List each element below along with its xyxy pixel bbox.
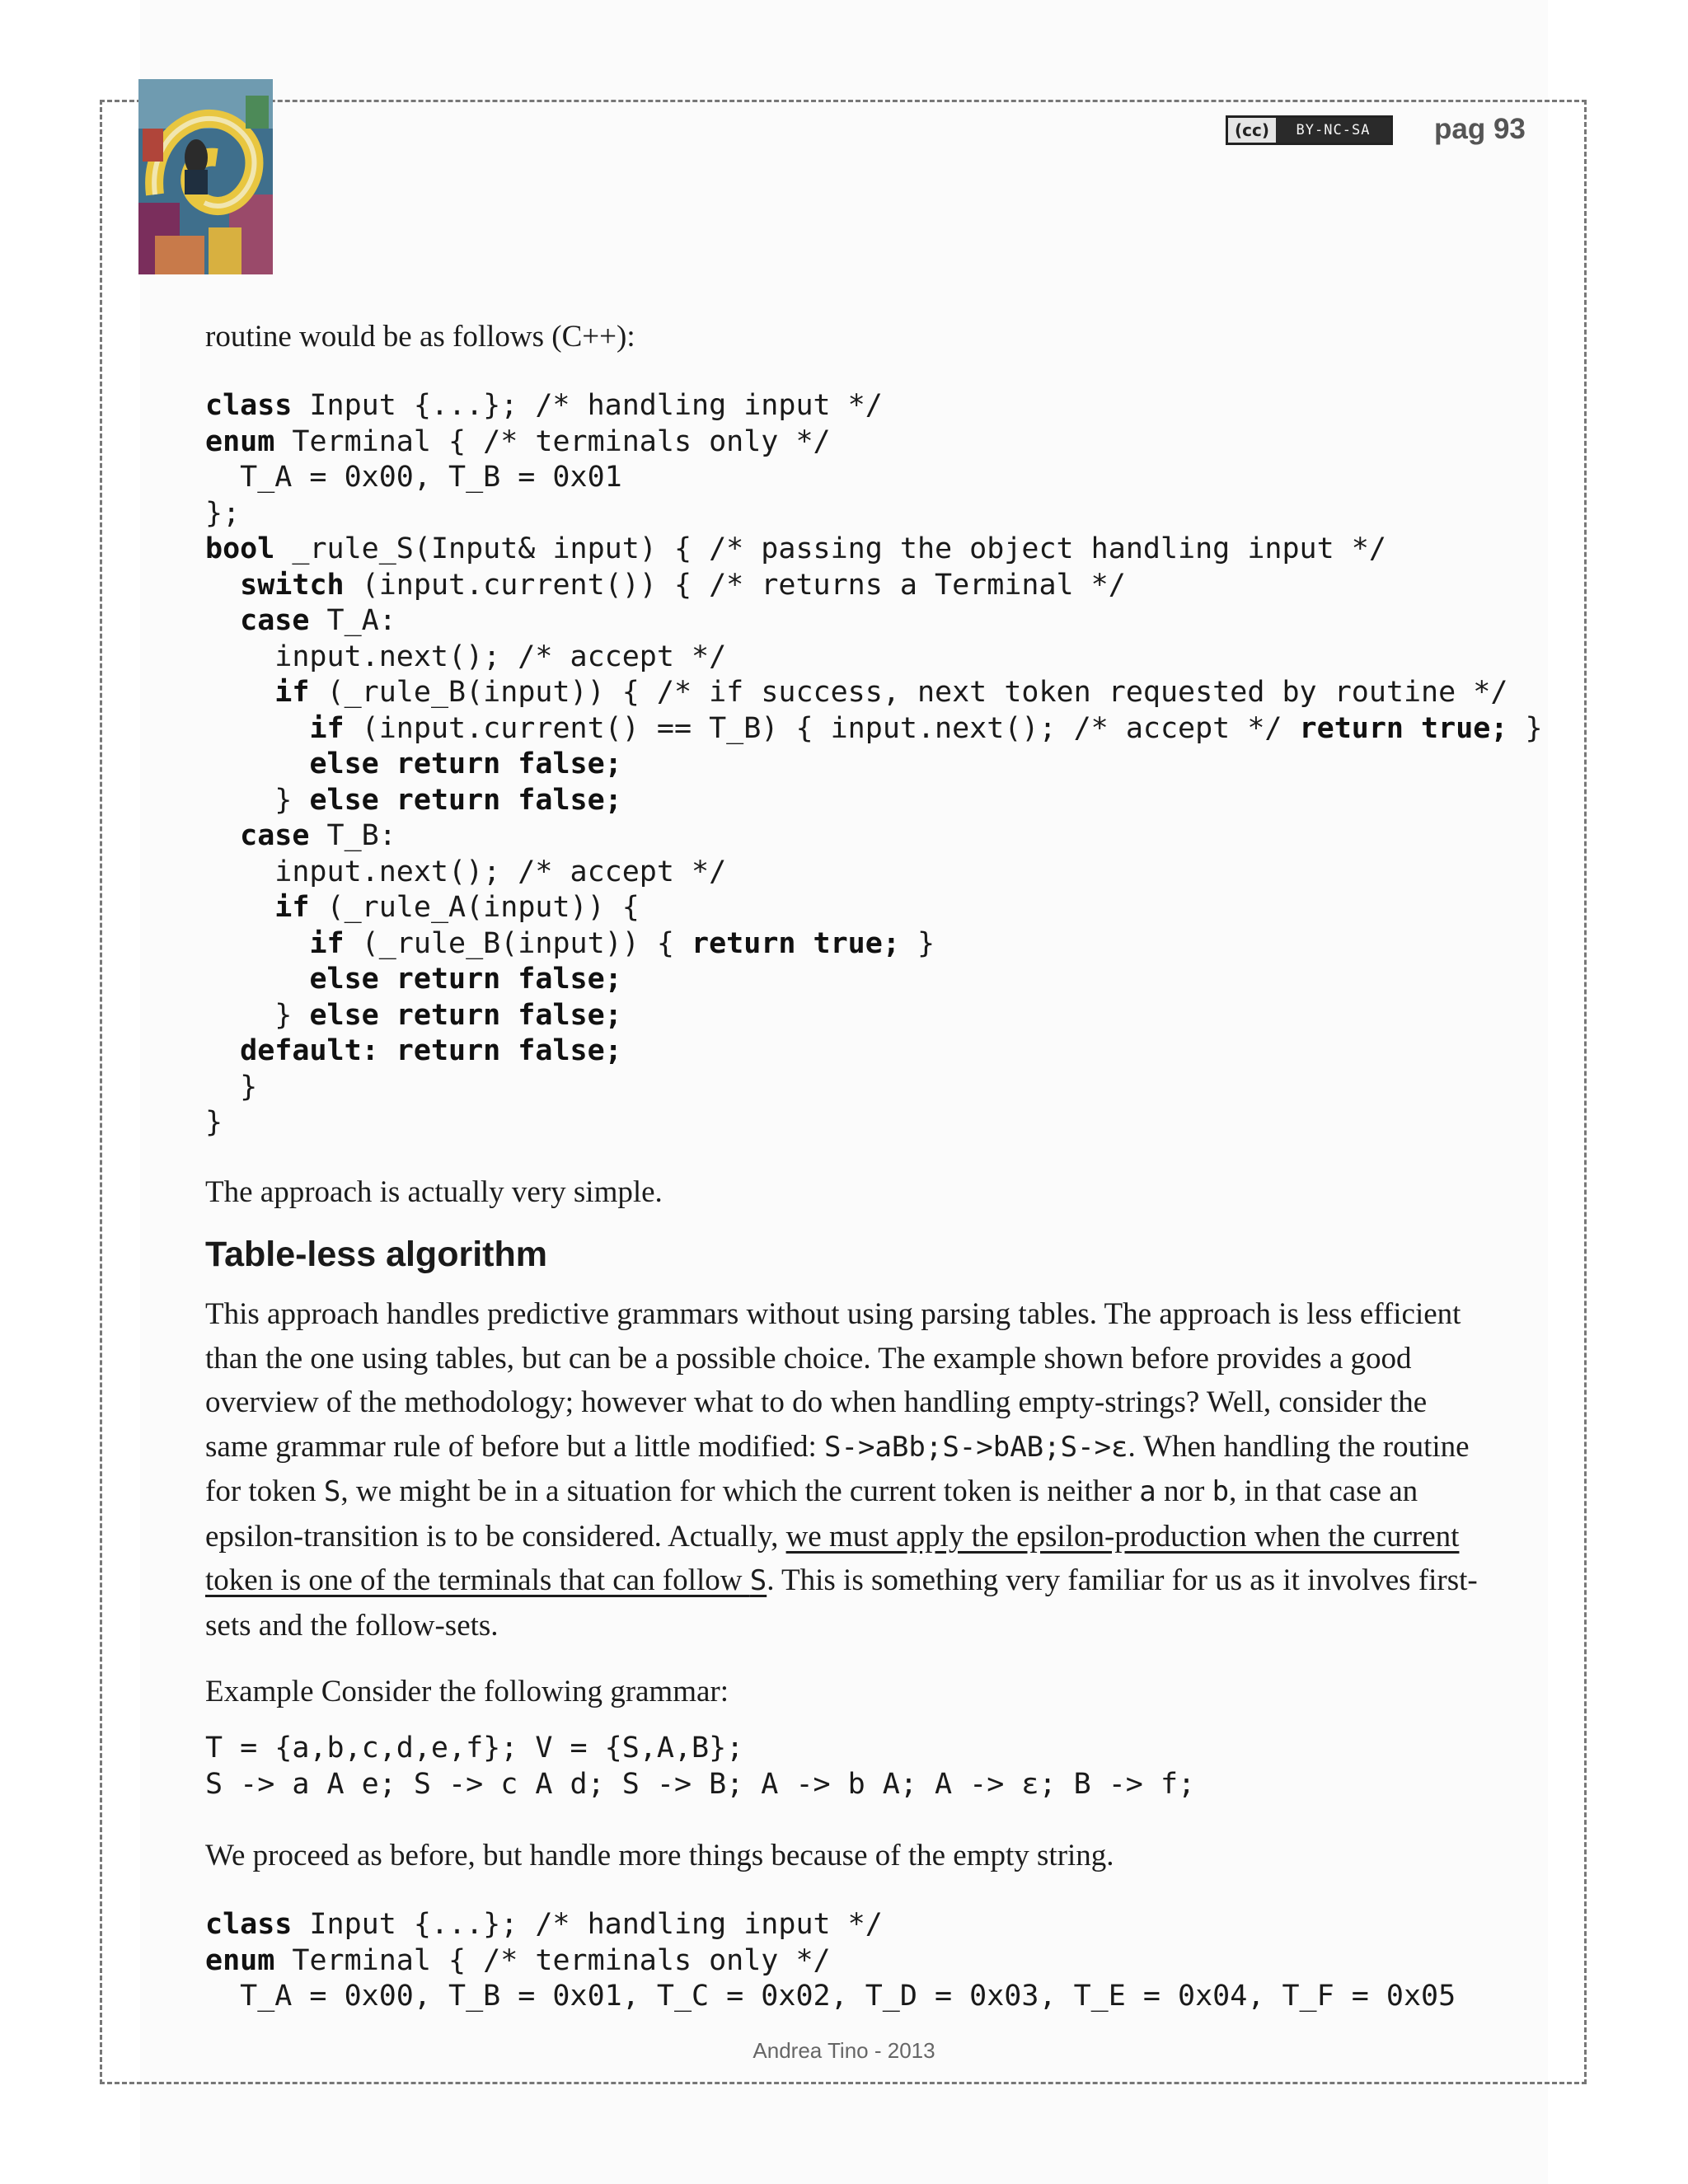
code-text: (input.current()) { /* returns a Terminal */ bbox=[344, 568, 1126, 602]
code-block-1 bbox=[205, 388, 1543, 1141]
paragraph-text: This approach handles predictive grammars without using parsing tables. The approach is less efficient than the one using tables, but can be a possible choice. The example shown before provides a good overview of the methodology; however what to do when handling empty-strings? Well, consider the same grammar rule of before but a little modified: bbox=[205, 1297, 1461, 1464]
code-text: } bbox=[205, 1070, 258, 1104]
inline-code: b bbox=[1212, 1475, 1230, 1508]
code-keyword: return true; bbox=[692, 926, 900, 960]
code-text: input.next(); /* accept */ bbox=[205, 640, 727, 673]
paragraph-text: . When handling the routine for token bbox=[205, 1429, 1470, 1508]
paragraph-text: nor bbox=[1156, 1474, 1212, 1508]
code-text: Input {...}; /* handling input */ bbox=[292, 1908, 883, 1941]
code-keyword: return true; bbox=[1299, 711, 1508, 745]
code-keyword: enum bbox=[205, 1943, 275, 1977]
code-block-2 bbox=[205, 1907, 1456, 2015]
code-text: T_A = 0x00, T_B = 0x01 bbox=[205, 461, 622, 494]
intro-line: routine would be as follows (C++): bbox=[205, 320, 635, 354]
code-keyword: if bbox=[309, 711, 345, 745]
code-text: _rule_S(Input& input) { /* passing the object handling input */ bbox=[274, 532, 1386, 565]
code-keyword: case bbox=[240, 819, 310, 852]
code-text: T_A = 0x00, T_B = 0x01, T_C = 0x02, T_D = 0x03, T_E = 0x04, T_F = 0x05 bbox=[205, 1980, 1456, 2013]
grammar-line: T = {a,b,c,d,e,f}; V = {S,A,B}; bbox=[205, 1732, 744, 1765]
code-text: } bbox=[205, 783, 310, 817]
paragraph-text: , in that case an epsilon-transition is to be considered. Actually, bbox=[205, 1474, 1418, 1554]
code-text: } bbox=[205, 998, 310, 1032]
code-keyword: if bbox=[274, 676, 310, 709]
cc-license-badge[interactable] bbox=[1226, 115, 1393, 145]
inline-code: S bbox=[749, 1564, 767, 1597]
code-keyword: else return false; bbox=[309, 783, 622, 817]
inline-code: a bbox=[1139, 1475, 1156, 1508]
code-text: (_rule_B(input)) { bbox=[344, 926, 692, 960]
inline-code: S->aBb;S->bAB;S->ε bbox=[824, 1430, 1128, 1464]
body-paragraph bbox=[205, 1292, 1491, 1647]
proceed-line: We proceed as before, but handle more things because of the empty string. bbox=[205, 1839, 1114, 1872]
code-keyword: if bbox=[274, 891, 310, 924]
section-heading: Table-less algorithm bbox=[205, 1235, 547, 1274]
code-text: (input.current() == T_B) { input.next(); /* accept */ bbox=[344, 711, 1300, 745]
code-text: T_A: bbox=[309, 604, 396, 637]
code-text: } bbox=[899, 926, 935, 960]
code-keyword: else return false; bbox=[309, 963, 622, 996]
underlined-text: we must apply the epsilon-production when the current token is one of the terminals that can follow bbox=[205, 1519, 1460, 1597]
footer-author: Andrea Tino - 2013 bbox=[753, 2038, 935, 2063]
code-text: T_B: bbox=[309, 819, 396, 852]
code-text: Terminal { /* terminals only */ bbox=[274, 1943, 831, 1977]
code-text: }; bbox=[205, 496, 241, 530]
code-text: Input {...}; /* handling input */ bbox=[292, 389, 883, 422]
code-text: } bbox=[205, 1106, 223, 1139]
code-keyword: class bbox=[205, 1908, 293, 1941]
code-keyword: enum bbox=[205, 424, 275, 458]
code-keyword: default: return false; bbox=[240, 1034, 622, 1067]
code-text: } bbox=[1507, 711, 1543, 745]
code-keyword: else return false; bbox=[309, 748, 622, 780]
cc-icon: (cc) bbox=[1228, 118, 1276, 143]
license-terms: BY-NC-SA bbox=[1276, 118, 1390, 143]
approach-line: The approach is actually very simple. bbox=[205, 1175, 663, 1209]
code-text: (_rule_B(input)) { /* if success, next token requested by routine */ bbox=[309, 676, 1508, 709]
code-keyword: if bbox=[309, 926, 345, 960]
cover-painting-thumbnail bbox=[138, 79, 273, 274]
code-keyword: bool bbox=[205, 532, 275, 565]
code-text: Terminal { /* terminals only */ bbox=[274, 424, 831, 458]
inline-code: S bbox=[323, 1475, 341, 1508]
code-keyword: else return false; bbox=[309, 998, 622, 1032]
paragraph-text: , we might be in a situation for which the current token is neither bbox=[340, 1474, 1140, 1508]
grammar-line: S -> a A e; S -> c A d; S -> B; A -> b A; A -> ε; B -> f; bbox=[205, 1767, 1196, 1801]
example-line: Example Consider the following grammar: bbox=[205, 1675, 729, 1708]
paragraph-text: . This is something very familiar for us as it involves first-sets and the follow-sets. bbox=[205, 1563, 1478, 1643]
code-text: input.next(); /* accept */ bbox=[205, 855, 727, 888]
page-number: pag 93 bbox=[1434, 113, 1526, 145]
code-keyword: class bbox=[205, 389, 293, 422]
code-keyword: case bbox=[240, 604, 310, 637]
grammar-block bbox=[205, 1731, 1195, 1802]
code-text: (_rule_A(input)) { bbox=[309, 891, 640, 924]
code-keyword: switch bbox=[240, 568, 345, 602]
